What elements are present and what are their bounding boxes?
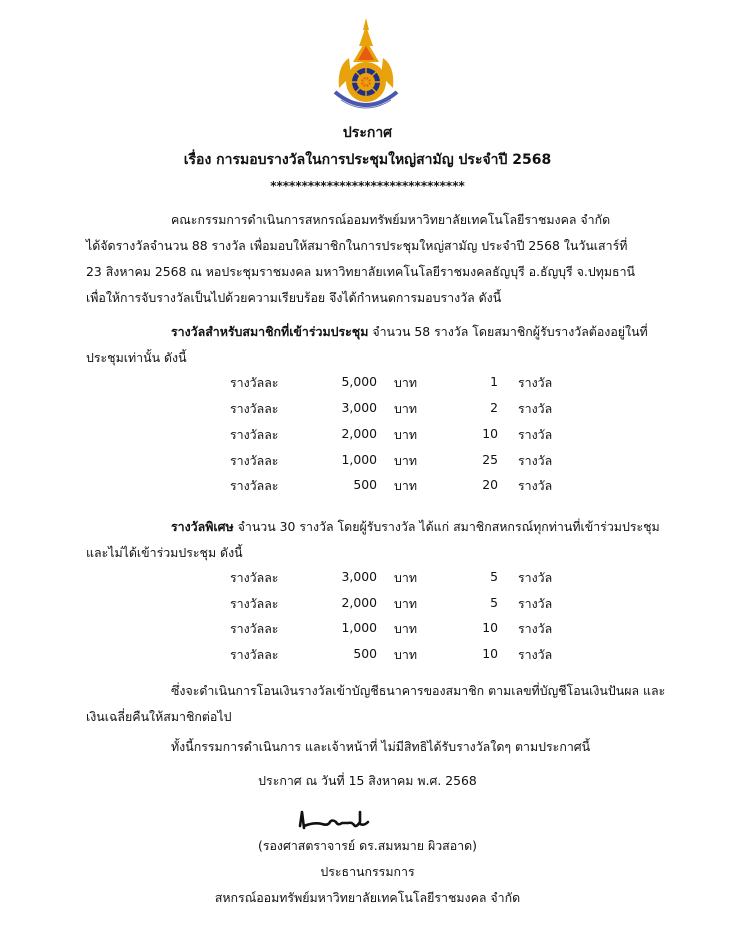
intro-paragraph	[86, 207, 646, 311]
prize-row	[0, 646, 735, 668]
prize-row	[0, 477, 735, 499]
intro-line: 23 สิงหาคม 2568 ณ หอประชุมราชมงคล มหาวิทยาลัยเทคโนโลยีราชมงคลธัญบุรี อ.ธัญบุรี จ.ปทุมธานี	[86, 264, 636, 279]
prize-unit: รางวัล	[518, 427, 553, 442]
prize-unit: รางวัล	[518, 621, 553, 636]
intro-line: ได้จัดรางวัลจำนวน 88 รางวัล เพื่อมอบให้สมาชิกในการประชุมใหญ่สามัญ ประจำปี 2568 ในวันเสาร์ที่	[86, 238, 628, 253]
intro-line: คณะกรรมการดำเนินการสหกรณ์ออมทรัพย์มหาวิทยาลัยเทคโนโลยีราชมงคล จำกัด	[171, 212, 611, 227]
prize-count: 10	[482, 426, 498, 441]
prize-row	[0, 620, 735, 642]
prize-label: รางวัลละ	[230, 375, 279, 390]
prize-row	[0, 400, 735, 422]
prize-count: 5	[490, 595, 498, 610]
prize-row	[0, 426, 735, 448]
prize-unit: รางวัล	[518, 570, 553, 585]
prize-unit: รางวัล	[518, 453, 553, 468]
prize-amount: 500	[353, 477, 377, 492]
section2-text: จำนวน 30 รางวัล โดยผู้รับรางวัล ได้แก่ สมาชิกสหกรณ์ทุกท่านที่เข้าร่วมประชุม	[233, 519, 660, 534]
section1-heading: รางวัลสำหรับสมาชิกที่เข้าร่วมประชุม	[171, 324, 369, 339]
prize-amount: 2,000	[341, 595, 377, 610]
announcement-title: ประกาศ	[342, 125, 393, 141]
prize-label: รางวัลละ	[230, 596, 279, 611]
prize-amount: 1,000	[341, 620, 377, 635]
prize-row	[0, 595, 735, 617]
prize-unit: รางวัล	[518, 647, 553, 662]
prize-unit: รางวัล	[518, 478, 553, 493]
prize-amount: 5,000	[341, 374, 377, 389]
transfer-line: เงินเฉลี่ยคืนให้สมาชิกต่อไป	[86, 709, 232, 724]
note-line: ทั้งนี้กรรมการดำเนินการ และเจ้าหน้าที่ ไม่มีสิทธิได้รับรางวัลใดๆ ตามประกาศนี้	[171, 739, 591, 754]
prize-unit: รางวัล	[518, 596, 553, 611]
signer-name: (รองศาสตราจารย์ ดร.สมหมาย ผิวสอาด)	[257, 838, 478, 853]
section1-text2: ประชุมเท่านั้น ดังนี้	[86, 350, 187, 365]
prize-currency: บาท	[394, 375, 417, 390]
announcement-date: ประกาศ ณ วันที่ 15 สิงหาคม พ.ศ. 2568	[258, 773, 477, 788]
prize-label: รางวัลละ	[230, 570, 279, 585]
handwritten-signature	[292, 802, 392, 842]
section2-heading: รางวัลพิเศษ	[171, 519, 234, 534]
prize-currency: บาท	[394, 647, 417, 662]
prize-label: รางวัลละ	[230, 453, 279, 468]
note-paragraph	[86, 734, 646, 760]
prize-amount: 3,000	[341, 400, 377, 415]
prize-currency: บาท	[394, 621, 417, 636]
prize-count: 5	[490, 569, 498, 584]
announcement-subject: เรื่อง การมอบรางวัลในการประชุมใหญ่สามัญ ประจำปี 2568	[183, 152, 552, 168]
prize-amount: 2,000	[341, 426, 377, 441]
signer-position: ประธานกรรมการ	[320, 864, 415, 879]
prize-count: 10	[482, 646, 498, 661]
prize-currency: บาท	[394, 427, 417, 442]
prize-label: รางวัลละ	[230, 647, 279, 662]
prize-currency: บาท	[394, 478, 417, 493]
prize-row	[0, 374, 735, 396]
prize-count: 1	[490, 374, 498, 389]
prize-label: รางวัลละ	[230, 478, 279, 493]
prize-unit: รางวัล	[518, 375, 553, 390]
prize-currency: บาท	[394, 453, 417, 468]
prize-count: 2	[490, 400, 498, 415]
prize-currency: บาท	[394, 401, 417, 416]
prize-unit: รางวัล	[518, 401, 553, 416]
transfer-paragraph	[86, 678, 666, 730]
prize-amount: 500	[353, 646, 377, 661]
section1-text: จำนวน 58 รางวัล โดยสมาชิกผู้รับรางวัลต้องอยู่ในที่	[368, 324, 648, 339]
prize-currency: บาท	[394, 570, 417, 585]
prize-label: รางวัลละ	[230, 621, 279, 636]
divider-stars: *******************************	[270, 179, 465, 193]
transfer-line: ซึ่งจะดำเนินการโอนเงินรางวัลเข้าบัญชีธนาคารของสมาชิก ตามเลขที่บัญชีโอนเงินปันผล และ	[171, 683, 666, 698]
signer-organization: สหกรณ์ออมทรัพย์มหาวิทยาลัยเทคโนโลยีราชมงคล จำกัด	[214, 890, 521, 905]
prize-label: รางวัลละ	[230, 401, 279, 416]
intro-line: เพื่อให้การจับรางวัลเป็นไปด้วยความเรียบร้อย จึงได้กำหนดการมอบรางวัล ดังนี้	[86, 290, 502, 305]
prize-amount: 1,000	[341, 452, 377, 467]
prize-row	[0, 452, 735, 474]
prize-count: 10	[482, 620, 498, 635]
prize-count: 20	[482, 477, 498, 492]
section2-paragraph	[86, 514, 660, 566]
prize-row	[0, 569, 735, 591]
prize-currency: บาท	[394, 596, 417, 611]
section2-text2: และไม่ได้เข้าร่วมประชุม ดังนี้	[86, 545, 243, 560]
prize-count: 25	[482, 452, 498, 467]
section1-paragraph	[86, 319, 646, 371]
university-seal-logo	[327, 16, 405, 116]
prize-label: รางวัลละ	[230, 427, 279, 442]
prize-amount: 3,000	[341, 569, 377, 584]
